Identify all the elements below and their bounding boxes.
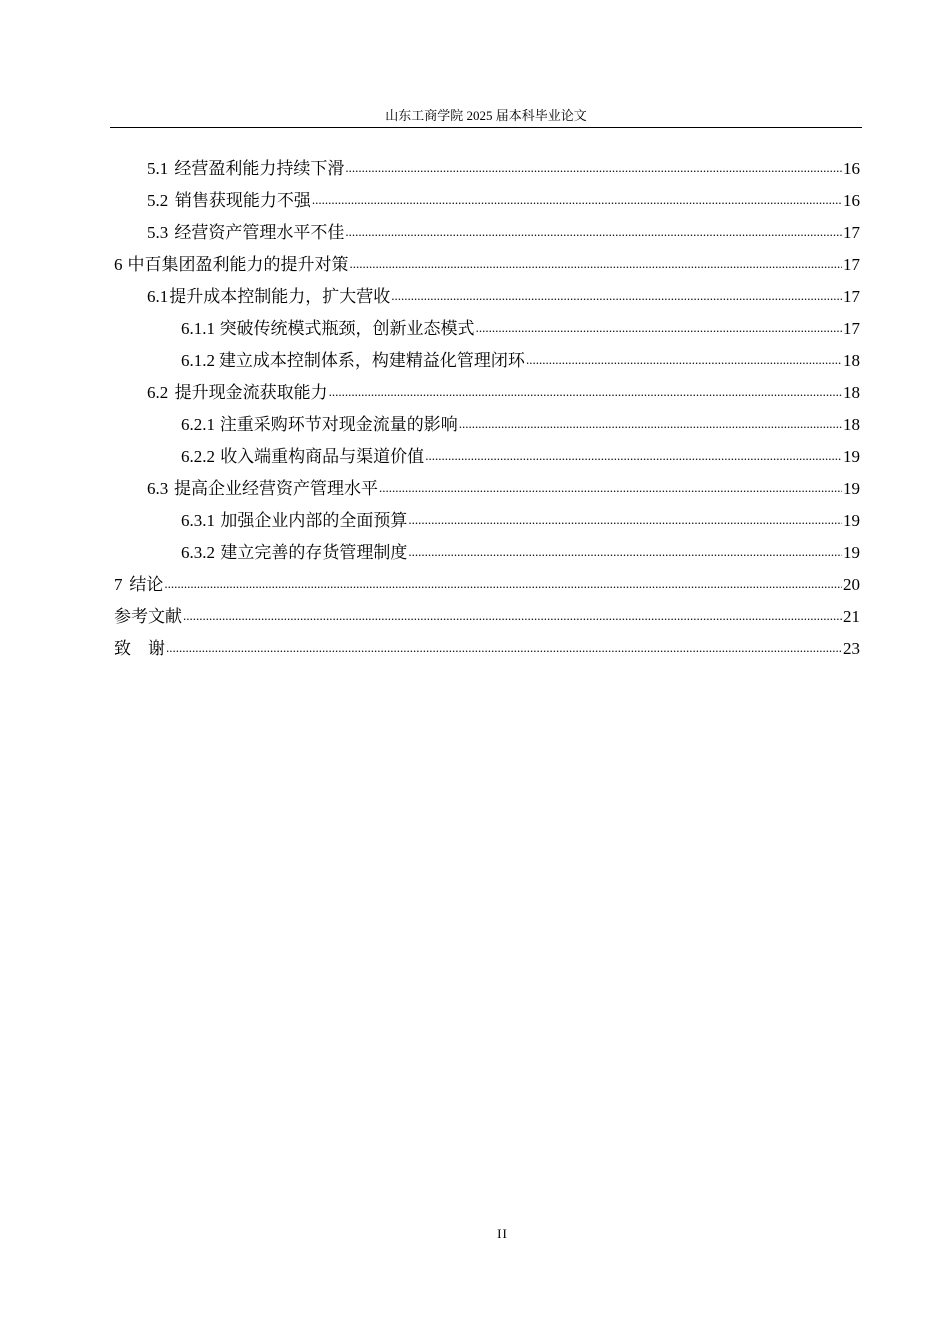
toc-entry-title: 中百集团盈利能力的提升对策	[127, 255, 349, 274]
toc-entry-page: 19	[843, 479, 860, 498]
dot-leader	[312, 185, 842, 214]
toc-entry-page: 17	[843, 287, 860, 306]
toc-entry[interactable]	[114, 635, 860, 663]
dot-leader	[166, 633, 842, 662]
toc-entry[interactable]	[181, 411, 860, 439]
toc-entry-number: 7	[114, 575, 123, 594]
toc-entry-number: 6.1.2	[181, 351, 215, 370]
toc-entry[interactable]	[181, 315, 860, 343]
toc-entry[interactable]	[181, 539, 860, 567]
toc-entry-page: 17	[843, 223, 860, 242]
toc-entry-number: 5.3	[147, 223, 169, 242]
toc-entry-title: 收入端重构商品与渠道价值	[220, 447, 425, 466]
toc-entry[interactable]	[181, 507, 860, 535]
dot-leader	[379, 473, 842, 502]
dot-leader	[408, 505, 842, 534]
toc-entry-page: 17	[843, 255, 860, 274]
dot-leader	[459, 409, 842, 438]
toc-entry-number: 6.2.2	[181, 447, 215, 466]
toc-entry[interactable]	[114, 603, 860, 631]
toc-entry-number: 6.3.2	[181, 543, 215, 562]
toc-entry-page: 18	[843, 415, 860, 434]
toc-entry-number: 5.2	[147, 191, 169, 210]
dot-leader	[350, 249, 842, 278]
toc-entry-page: 16	[843, 191, 860, 210]
dot-leader	[345, 217, 842, 246]
page-number: II	[497, 1226, 508, 1241]
toc-entry-title: 销售获现能力不强	[174, 191, 311, 210]
toc-entry-title: 加强企业内部的全面预算	[220, 511, 408, 530]
toc-entry-number: 6.3.1	[181, 511, 215, 530]
toc-entry[interactable]	[147, 379, 860, 407]
toc-entry[interactable]	[147, 283, 860, 311]
toc-entry-page: 19	[843, 543, 860, 562]
dot-leader	[476, 313, 842, 342]
toc-entry-number: 6	[114, 255, 123, 274]
toc-entry-page: 18	[843, 351, 860, 370]
toc-entry-title: 致 谢	[114, 639, 165, 658]
dot-leader	[164, 569, 842, 598]
toc-entry[interactable]	[114, 251, 860, 279]
toc-entry-number: 6.3	[147, 479, 169, 498]
toc-entry-page: 17	[843, 319, 860, 338]
dot-leader	[183, 601, 842, 630]
toc-entry-page: 21	[843, 607, 860, 626]
toc-entry-title: 建立完善的存货管理制度	[220, 543, 408, 562]
toc-entry-title: 建立成本控制体系，构建精益化管理闭环	[218, 351, 525, 370]
toc-entry-title: 参考文献	[114, 607, 182, 626]
toc-entry[interactable]	[147, 187, 860, 215]
dot-leader	[526, 345, 842, 374]
toc-entry-page: 16	[843, 159, 860, 178]
toc-entry-page: 19	[843, 447, 860, 466]
toc-entry-number: 6.2	[147, 383, 169, 402]
toc-entry-title: 提升现金流获取能力	[174, 383, 328, 402]
toc-entry-number: 5.1	[147, 159, 169, 178]
toc-entry-number: 6.1	[147, 287, 169, 306]
toc-entry-number: 6.1.1	[181, 319, 215, 338]
toc-entry-title: 经营资产管理水平不佳	[174, 223, 345, 242]
toc-entry-title: 经营盈利能力持续下滑	[174, 159, 345, 178]
page-header: 山东工商学院 2025 届本科毕业论文	[110, 106, 862, 128]
dot-leader	[425, 441, 842, 470]
toc-entry[interactable]	[147, 475, 860, 503]
toc-entry-title: 结论	[129, 575, 164, 594]
dot-leader	[345, 153, 842, 182]
toc-entry[interactable]	[147, 155, 860, 183]
toc-entry[interactable]	[181, 347, 860, 375]
toc-entry-title: 注重采购环节对现金流量的影响	[219, 415, 458, 434]
toc-entry-title: 提高企业经营资产管理水平	[174, 479, 379, 498]
dot-leader	[329, 377, 842, 406]
dot-leader	[408, 537, 842, 566]
toc-entry-page: 19	[843, 511, 860, 530]
toc-entry-title: 突破传统模式瓶颈，创新业态模式	[219, 319, 475, 338]
toc-entry-number: 6.2.1	[181, 415, 215, 434]
toc-entry[interactable]	[114, 571, 860, 599]
dot-leader	[391, 281, 842, 310]
toc-entry[interactable]	[181, 443, 860, 471]
toc-entry-page: 18	[843, 383, 860, 402]
toc-entry[interactable]	[147, 219, 860, 247]
toc-entry-title: 提升成本控制能力，扩大营收	[169, 287, 391, 306]
toc-entry-page: 20	[843, 575, 860, 594]
toc-entry-page: 23	[843, 639, 860, 658]
